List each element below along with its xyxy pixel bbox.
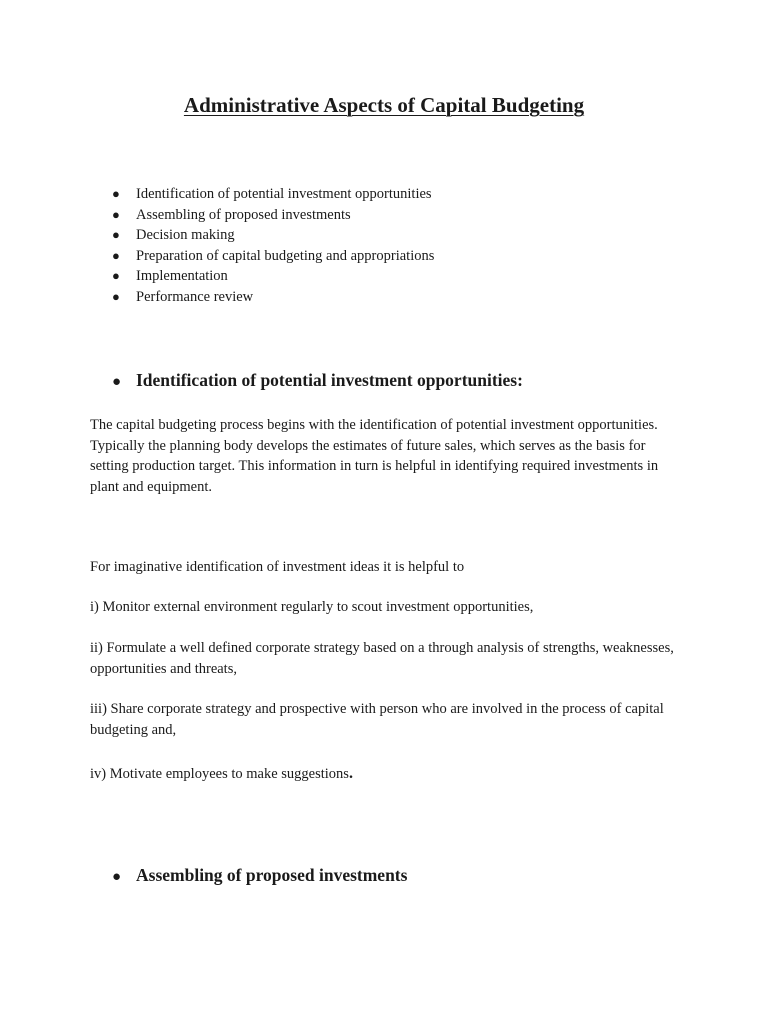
list-item bbox=[108, 225, 434, 246]
point-iv-period: . bbox=[348, 765, 353, 782]
bullet-icon: ● bbox=[112, 288, 120, 304]
list-item bbox=[108, 287, 434, 308]
bullet-icon: ● bbox=[112, 374, 122, 390]
bullet-icon: ● bbox=[112, 206, 120, 222]
section-heading-text: Identification of potential investment opportunities: bbox=[136, 370, 523, 390]
point-iv bbox=[90, 764, 680, 785]
list-item bbox=[108, 184, 434, 205]
section-paragraph: The capital budgeting process begins with the identification of potential investment opportunities. Typically the planning body develops the estimates of future sales, which serves as the basis for setting production target. This information in turn is helpful in identifying required investments in plant and equipment. bbox=[90, 417, 659, 495]
section-heading-identification bbox=[112, 370, 523, 391]
list-item bbox=[108, 205, 434, 226]
bullet-icon: ● bbox=[112, 186, 120, 201]
list-item-label: Decision making bbox=[136, 227, 235, 243]
document-title: Administrative Aspects of Capital Budgeting bbox=[183, 93, 585, 117]
ideas-intro: For imaginative identification of investment ideas it is helpful to bbox=[90, 559, 465, 575]
list-item-label: Performance review bbox=[136, 288, 254, 305]
topics-list bbox=[108, 184, 434, 307]
point-iii: iii) Share corporate strategy and prospective with person who are involved in the process of capital budgeting and, bbox=[90, 701, 664, 738]
list-item-label: Implementation bbox=[136, 268, 228, 284]
point-iv-text: iv) Motivate employees to make suggestions bbox=[90, 766, 349, 782]
list-item bbox=[108, 246, 434, 267]
list-item-label: Assembling of proposed investments bbox=[136, 206, 351, 223]
bullet-icon: ● bbox=[112, 247, 120, 263]
bullet-icon: ● bbox=[112, 227, 120, 242]
point-i: i) Monitor external environment regularly to scout investment opportunities, bbox=[90, 599, 534, 615]
list-item bbox=[108, 266, 434, 287]
section-heading-assembling bbox=[112, 865, 407, 886]
section-heading-text: Assembling of proposed investments bbox=[136, 865, 408, 885]
point-ii: ii) Formulate a well defined corporate strategy based on a through analysis of strengths, weaknesses, opportunities and threats, bbox=[90, 640, 674, 677]
bullet-icon: ● bbox=[112, 869, 122, 885]
list-item-label: Identification of potential investment opportunities bbox=[136, 186, 432, 202]
bullet-icon: ● bbox=[112, 268, 120, 283]
list-item-label: Preparation of capital budgeting and appropriations bbox=[136, 247, 435, 264]
